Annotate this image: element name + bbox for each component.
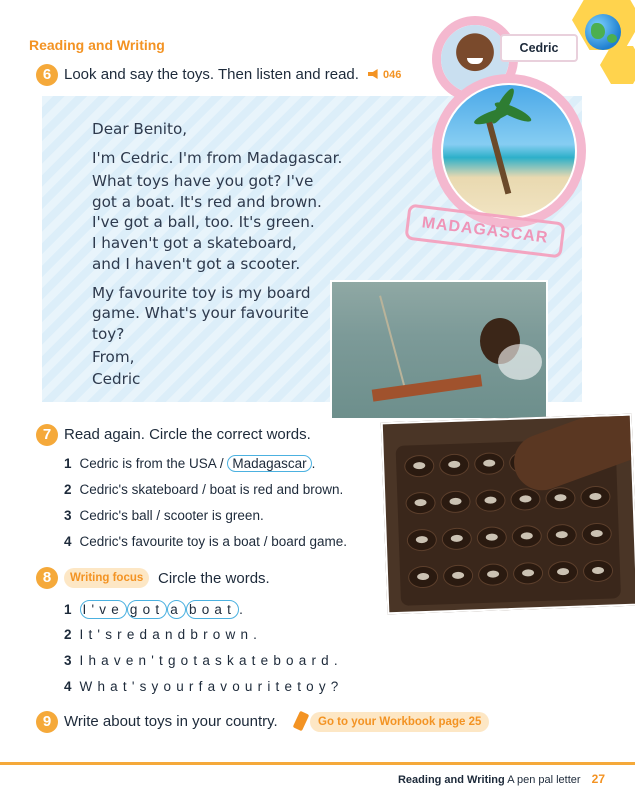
exercise-number-9: 9	[36, 711, 58, 733]
exercise-7-instruction: Read again. Circle the correct words.	[64, 426, 311, 443]
globe-icon	[585, 14, 621, 50]
exercise-7-item: 3 Cedric's ball / scooter is green.	[64, 508, 264, 523]
board-pit	[546, 524, 577, 547]
letter-line: toy?	[92, 325, 125, 343]
circled-word[interactable]: I've	[80, 600, 127, 619]
board-pit	[548, 561, 579, 584]
letter-line: My favourite toy is my board	[92, 284, 311, 302]
exercise-8-item: 4 What'syourfavouritetoy?	[64, 679, 344, 694]
footer	[398, 772, 605, 786]
footer-topic: A pen pal letter	[507, 774, 581, 786]
board-pit	[474, 452, 505, 475]
exercise-number-8: 8	[36, 567, 58, 589]
board-pit	[583, 559, 614, 582]
boy-with-boat-photo	[330, 280, 548, 420]
board-pit	[581, 522, 612, 545]
board-pit	[440, 490, 471, 513]
board-pit	[478, 563, 509, 586]
speaker-icon	[368, 69, 380, 79]
letter-greeting: Dear Benito,	[92, 120, 188, 138]
letter-string[interactable]: What'syourfavouritetoy?	[79, 679, 344, 694]
letter-string[interactable]: Ihaven'tgotaskateboard.	[79, 653, 343, 668]
letter-line: What toys have you got? I've	[92, 172, 314, 190]
letter-signature: Cedric	[92, 370, 141, 388]
board-pit	[475, 489, 506, 512]
letter-line: I haven't got a skateboard,	[92, 234, 297, 252]
option-a[interactable]: boat	[233, 534, 260, 549]
exercise-number-7: 7	[36, 424, 58, 446]
option-b[interactable]: boat	[209, 482, 236, 497]
option-b[interactable]: scooter	[163, 508, 209, 523]
writing-focus-label: Writing focus	[64, 568, 149, 588]
board-pit	[476, 526, 507, 549]
circled-word[interactable]: got	[127, 600, 167, 619]
exercise-8-item: 1 I've got a boat .	[64, 602, 249, 617]
letter-line: I'm Cedric. I'm from Madagascar.	[92, 149, 343, 167]
exercise-7-item: 1 Cedric is from the USA / Madagascar .	[64, 456, 316, 471]
board-pit	[404, 455, 435, 478]
board-pit	[545, 487, 576, 510]
board-pit	[511, 525, 542, 548]
board-pit	[439, 453, 470, 476]
exercise-8-instruction: Circle the words.	[158, 570, 270, 587]
option-b-circled[interactable]: Madagascar	[227, 455, 311, 472]
letter-closing: From,	[92, 348, 135, 366]
madagascar-stamp: MADAGASCAR	[404, 204, 565, 259]
exercise-8-item: 3 Ihaven'tgotaskateboard.	[64, 653, 343, 668]
letter-line: I've got a ball, too. It's green.	[92, 213, 315, 231]
letter-line: and I haven't got a scooter.	[92, 255, 301, 273]
board-pit	[441, 527, 472, 550]
exercise-8-item: 2 It'sredandbrown.	[64, 627, 263, 642]
audio-button[interactable]	[368, 69, 401, 81]
circled-word[interactable]: boat	[186, 600, 239, 619]
letter-string[interactable]: It'sredandbrown.	[79, 627, 263, 642]
letter-line: got a boat. It's red and brown.	[92, 193, 322, 211]
workbook-reference[interactable]: Go to your Workbook page 25	[310, 712, 489, 732]
option-a[interactable]: skateboard	[131, 482, 199, 497]
audio-track: 046	[383, 69, 402, 81]
board-pit	[513, 562, 544, 585]
exercise-7-item: 4 Cedric's favourite toy is a boat / board game.	[64, 534, 348, 549]
board-pit	[406, 529, 437, 552]
board-pit	[510, 488, 541, 511]
circled-word[interactable]: a	[167, 600, 186, 619]
name-tag: Cedric	[500, 34, 578, 62]
exercise-9-instruction: Write about toys in your country.	[64, 713, 278, 730]
exercise-7-item: 2 Cedric's skateboard / boat is red and brown.	[64, 482, 344, 497]
hexagon-decoration	[600, 46, 635, 84]
exercise-number-6: 6	[36, 64, 58, 86]
footer-section: Reading and Writing	[397, 774, 505, 786]
board-pit	[443, 564, 474, 587]
section-title: Reading and Writing	[29, 37, 165, 53]
board-pit	[408, 566, 439, 589]
board-pit	[580, 485, 611, 508]
letter-line: game. What's your favourite	[92, 304, 309, 322]
option-b[interactable]: board game	[271, 534, 344, 549]
madagascar-beach-photo	[443, 85, 575, 217]
board-game-photo	[381, 414, 635, 615]
footer-divider	[0, 762, 635, 765]
option-a[interactable]: USA	[189, 456, 217, 471]
board-pit	[405, 492, 436, 515]
page-number: 27	[591, 772, 605, 786]
pencil-icon	[293, 711, 310, 732]
exercise-6-instruction: Look and say the toys. Then listen and read.	[64, 66, 359, 83]
option-a[interactable]: ball	[131, 508, 153, 523]
